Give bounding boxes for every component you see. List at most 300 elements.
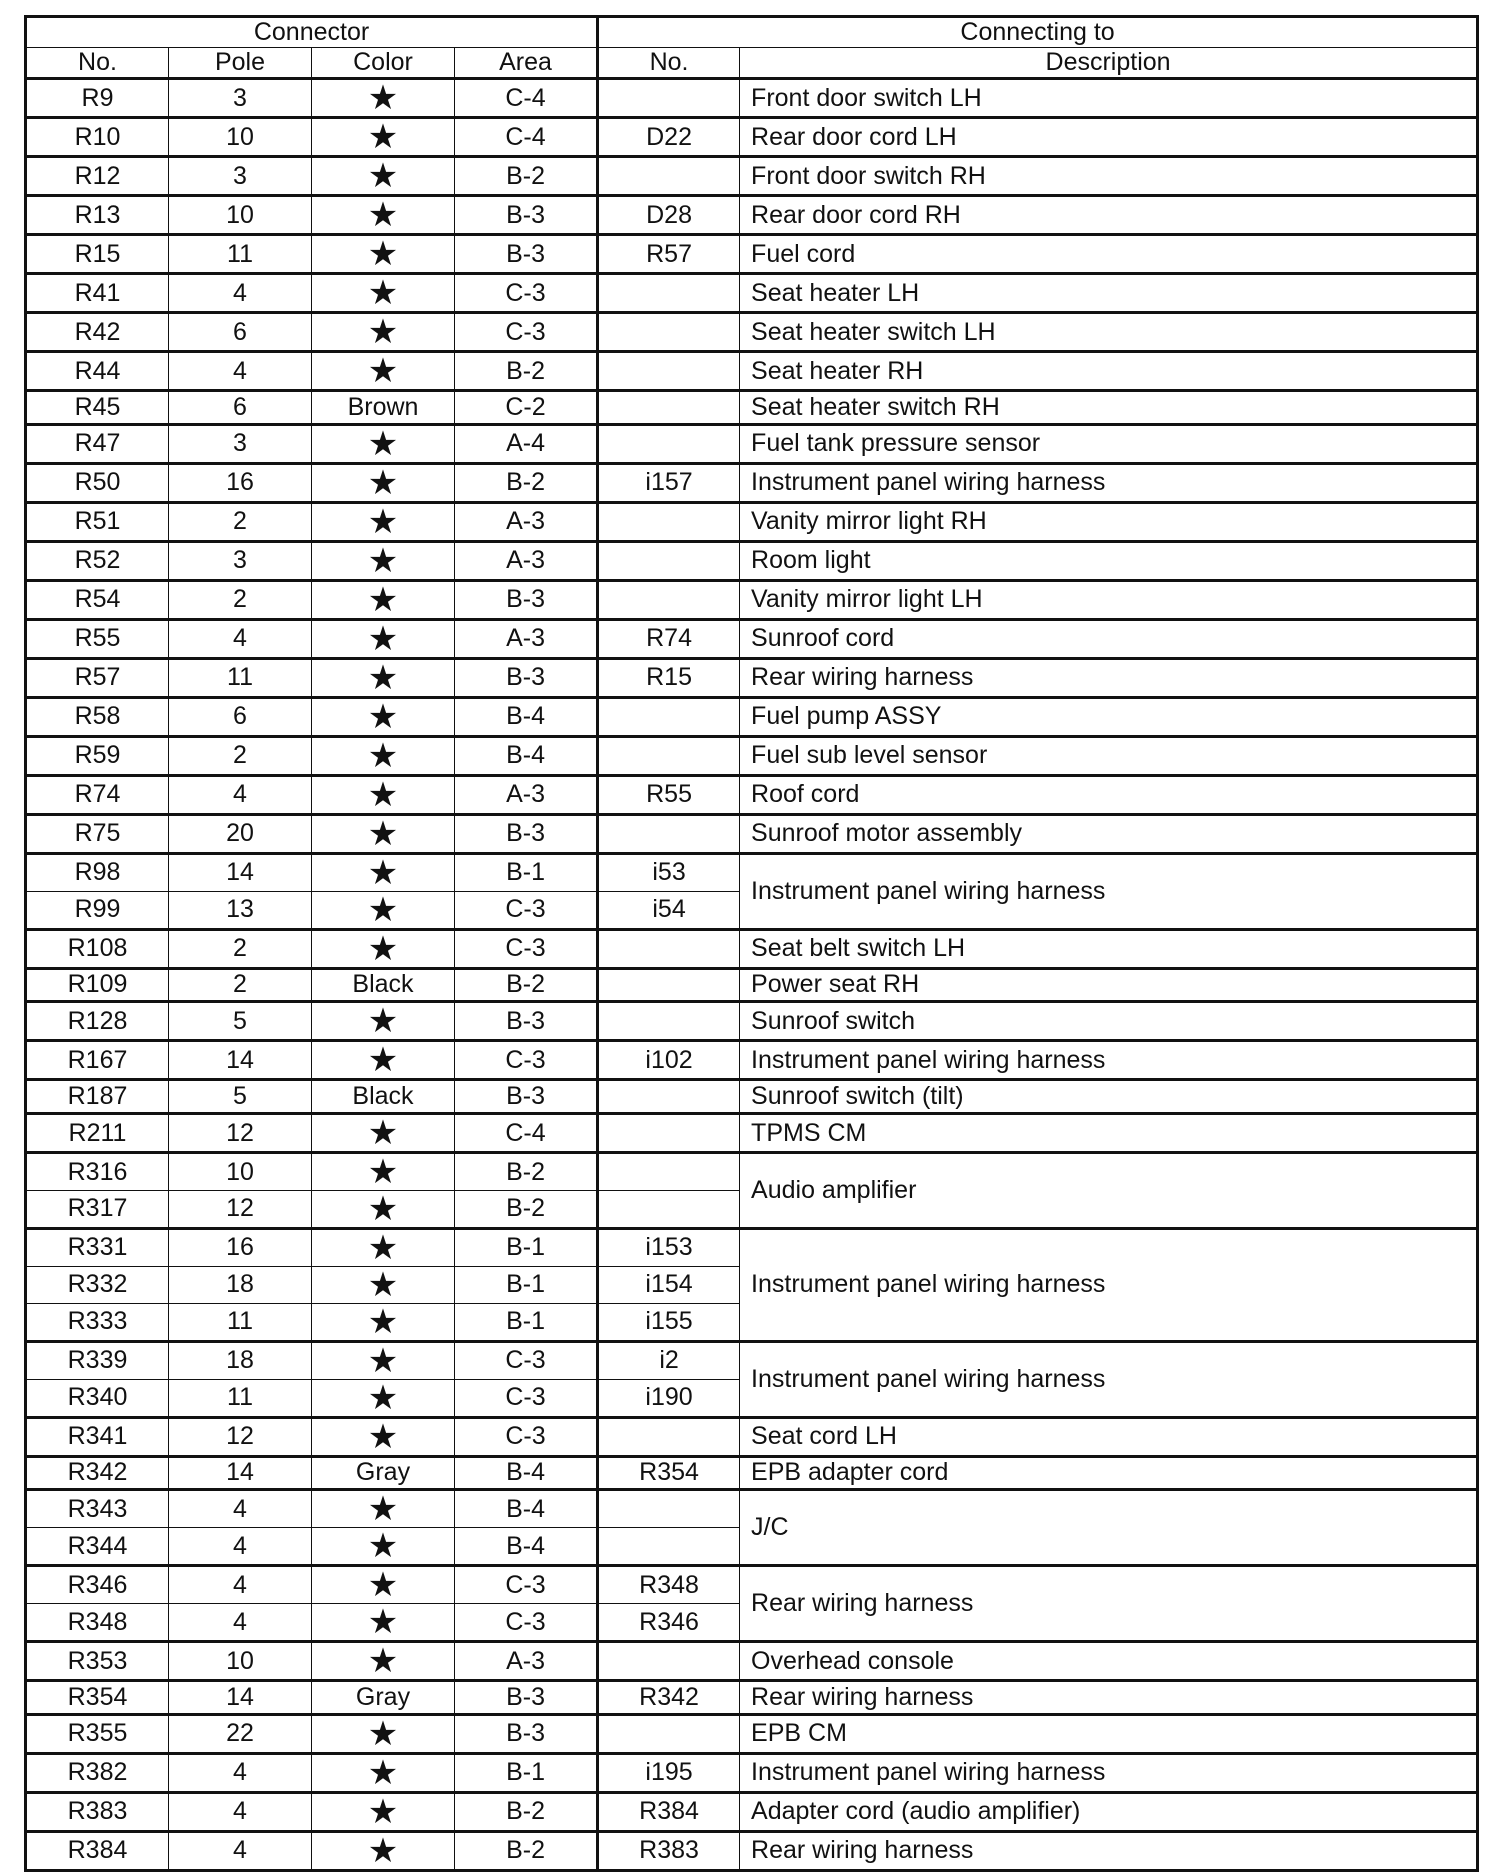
area-cell: A-3 bbox=[455, 619, 598, 658]
connector-table bbox=[24, 15, 1479, 1872]
description-cell: Vanity mirror light LH bbox=[740, 580, 1478, 619]
pole-cell: 12 bbox=[169, 1417, 312, 1456]
area-cell: C-2 bbox=[455, 391, 598, 425]
pole-cell: 10 bbox=[169, 1153, 312, 1191]
color-star-icon: ★ bbox=[312, 1792, 455, 1831]
connector-no-cell: R98 bbox=[26, 853, 169, 891]
pole-cell: 4 bbox=[169, 1566, 312, 1604]
description-cell: Vanity mirror light RH bbox=[740, 502, 1478, 541]
connector-no-cell: R75 bbox=[26, 814, 169, 853]
color-star-icon: ★ bbox=[312, 1341, 455, 1379]
pole-cell: 4 bbox=[169, 1792, 312, 1831]
pole-cell: 3 bbox=[169, 79, 312, 118]
connecting-no-cell bbox=[598, 1190, 740, 1228]
table-row bbox=[26, 424, 1478, 463]
connector-no-cell: R10 bbox=[26, 118, 169, 157]
table-row bbox=[26, 580, 1478, 619]
col-header-no: No. bbox=[26, 48, 169, 79]
area-cell: B-2 bbox=[455, 1153, 598, 1191]
connecting-no-cell bbox=[598, 79, 740, 118]
color-star-icon: ★ bbox=[312, 352, 455, 391]
connecting-no-cell: R348 bbox=[598, 1566, 740, 1604]
color-star-icon: ★ bbox=[312, 1153, 455, 1191]
connecting-no-cell bbox=[598, 814, 740, 853]
area-cell: C-3 bbox=[455, 891, 598, 929]
color-cell: Black bbox=[312, 1080, 455, 1114]
area-cell: A-3 bbox=[455, 502, 598, 541]
connector-no-cell: R339 bbox=[26, 1341, 169, 1379]
description-cell: Instrument panel wiring harness bbox=[740, 853, 1478, 929]
color-star-icon: ★ bbox=[312, 1490, 455, 1528]
color-star-icon: ★ bbox=[312, 1604, 455, 1642]
connector-no-cell: R353 bbox=[26, 1642, 169, 1681]
description-cell: Seat cord LH bbox=[740, 1417, 1478, 1456]
table-row bbox=[26, 274, 1478, 313]
description-cell: EPB adapter cord bbox=[740, 1456, 1478, 1490]
table-row bbox=[26, 1681, 1478, 1715]
connecting-no-cell: R354 bbox=[598, 1456, 740, 1490]
area-cell: C-4 bbox=[455, 118, 598, 157]
description-cell: Room light bbox=[740, 541, 1478, 580]
description-cell: Instrument panel wiring harness bbox=[740, 1341, 1478, 1417]
connector-no-cell: R12 bbox=[26, 157, 169, 196]
area-cell: C-3 bbox=[455, 1341, 598, 1379]
pole-cell: 10 bbox=[169, 118, 312, 157]
description-cell: Seat belt switch LH bbox=[740, 929, 1478, 968]
area-cell: B-2 bbox=[455, 352, 598, 391]
pole-cell: 4 bbox=[169, 775, 312, 814]
pole-cell: 14 bbox=[169, 1041, 312, 1080]
pole-cell: 14 bbox=[169, 853, 312, 891]
connecting-no-cell: i195 bbox=[598, 1753, 740, 1792]
table-row bbox=[26, 1002, 1478, 1041]
connecting-no-cell: R384 bbox=[598, 1792, 740, 1831]
pole-cell: 22 bbox=[169, 1714, 312, 1753]
area-cell: B-2 bbox=[455, 968, 598, 1002]
connector-no-cell: R383 bbox=[26, 1792, 169, 1831]
table-row bbox=[26, 463, 1478, 502]
table-row bbox=[26, 235, 1478, 274]
description-cell: Overhead console bbox=[740, 1642, 1478, 1681]
connector-no-cell: R99 bbox=[26, 891, 169, 929]
connecting-no-cell bbox=[598, 1528, 740, 1566]
pole-cell: 2 bbox=[169, 580, 312, 619]
pole-cell: 2 bbox=[169, 929, 312, 968]
description-cell: Front door switch LH bbox=[740, 79, 1478, 118]
color-star-icon: ★ bbox=[312, 736, 455, 775]
pole-cell: 14 bbox=[169, 1456, 312, 1490]
color-star-icon: ★ bbox=[312, 1566, 455, 1604]
pole-cell: 16 bbox=[169, 463, 312, 502]
color-star-icon: ★ bbox=[312, 463, 455, 502]
connecting-no-cell: i190 bbox=[598, 1379, 740, 1417]
color-star-icon: ★ bbox=[312, 1190, 455, 1228]
connecting-no-cell: i153 bbox=[598, 1228, 740, 1266]
connecting-no-cell: i2 bbox=[598, 1341, 740, 1379]
color-star-icon: ★ bbox=[312, 1379, 455, 1417]
connector-no-cell: R354 bbox=[26, 1681, 169, 1715]
table-row bbox=[26, 1080, 1478, 1114]
connecting-no-cell: D28 bbox=[598, 196, 740, 235]
area-cell: B-4 bbox=[455, 1490, 598, 1528]
col-header-pole: Pole bbox=[169, 48, 312, 79]
table-row bbox=[26, 1490, 1478, 1528]
area-cell: B-2 bbox=[455, 1792, 598, 1831]
connector-no-cell: R47 bbox=[26, 424, 169, 463]
connecting-no-cell: R57 bbox=[598, 235, 740, 274]
connecting-no-cell bbox=[598, 274, 740, 313]
description-cell: Sunroof motor assembly bbox=[740, 814, 1478, 853]
pole-cell: 4 bbox=[169, 1490, 312, 1528]
description-cell: Seat heater switch RH bbox=[740, 391, 1478, 425]
color-star-icon: ★ bbox=[312, 118, 455, 157]
area-cell: B-4 bbox=[455, 736, 598, 775]
connecting-no-cell bbox=[598, 736, 740, 775]
pole-cell: 3 bbox=[169, 424, 312, 463]
color-star-icon: ★ bbox=[312, 580, 455, 619]
connecting-no-cell: i54 bbox=[598, 891, 740, 929]
pole-cell: 3 bbox=[169, 541, 312, 580]
connecting-no-cell: R55 bbox=[598, 775, 740, 814]
description-cell: Adapter cord (audio amplifier) bbox=[740, 1792, 1478, 1831]
table-row bbox=[26, 1417, 1478, 1456]
pole-cell: 4 bbox=[169, 1528, 312, 1566]
table-row bbox=[26, 619, 1478, 658]
col-header-description: Description bbox=[740, 48, 1478, 79]
connector-no-cell: R54 bbox=[26, 580, 169, 619]
table-row bbox=[26, 541, 1478, 580]
connecting-no-cell: R383 bbox=[598, 1831, 740, 1870]
pole-cell: 5 bbox=[169, 1002, 312, 1041]
connector-no-cell: R13 bbox=[26, 196, 169, 235]
color-star-icon: ★ bbox=[312, 1041, 455, 1080]
color-star-icon: ★ bbox=[312, 1528, 455, 1566]
pole-cell: 2 bbox=[169, 736, 312, 775]
connector-no-cell: R57 bbox=[26, 658, 169, 697]
table-row bbox=[26, 118, 1478, 157]
connector-no-cell: R211 bbox=[26, 1114, 169, 1153]
pole-cell: 3 bbox=[169, 157, 312, 196]
connector-no-cell: R355 bbox=[26, 1714, 169, 1753]
table-row bbox=[26, 736, 1478, 775]
connecting-no-cell bbox=[598, 580, 740, 619]
area-cell: C-3 bbox=[455, 1566, 598, 1604]
area-cell: B-3 bbox=[455, 580, 598, 619]
connecting-no-cell bbox=[598, 929, 740, 968]
connector-no-cell: R346 bbox=[26, 1566, 169, 1604]
connector-no-cell: R41 bbox=[26, 274, 169, 313]
table-row bbox=[26, 1566, 1478, 1604]
pole-cell: 14 bbox=[169, 1681, 312, 1715]
color-star-icon: ★ bbox=[312, 1303, 455, 1341]
description-cell: Fuel cord bbox=[740, 235, 1478, 274]
connector-no-cell: R15 bbox=[26, 235, 169, 274]
connector-no-cell: R167 bbox=[26, 1041, 169, 1080]
connecting-no-cell: i102 bbox=[598, 1041, 740, 1080]
table-row bbox=[26, 1341, 1478, 1379]
table-row bbox=[26, 853, 1478, 891]
connector-no-cell: R52 bbox=[26, 541, 169, 580]
connecting-no-cell bbox=[598, 1002, 740, 1041]
pole-cell: 4 bbox=[169, 1831, 312, 1870]
description-cell: J/C bbox=[740, 1490, 1478, 1566]
connector-no-cell: R45 bbox=[26, 391, 169, 425]
connector-group-header: Connector bbox=[26, 17, 598, 48]
connecting-no-cell: R15 bbox=[598, 658, 740, 697]
color-cell: Black bbox=[312, 968, 455, 1002]
area-cell: B-1 bbox=[455, 1228, 598, 1266]
description-cell: Instrument panel wiring harness bbox=[740, 1753, 1478, 1792]
color-star-icon: ★ bbox=[312, 619, 455, 658]
area-cell: B-3 bbox=[455, 196, 598, 235]
pole-cell: 4 bbox=[169, 1604, 312, 1642]
area-cell: B-3 bbox=[455, 1002, 598, 1041]
connecting-no-cell: D22 bbox=[598, 118, 740, 157]
area-cell: A-3 bbox=[455, 541, 598, 580]
table-row bbox=[26, 814, 1478, 853]
description-cell: Seat heater switch LH bbox=[740, 313, 1478, 352]
pole-cell: 20 bbox=[169, 814, 312, 853]
pole-cell: 10 bbox=[169, 1642, 312, 1681]
pole-cell: 6 bbox=[169, 391, 312, 425]
pole-cell: 11 bbox=[169, 1379, 312, 1417]
description-cell: TPMS CM bbox=[740, 1114, 1478, 1153]
connecting-no-cell bbox=[598, 1417, 740, 1456]
description-cell: Rear door cord RH bbox=[740, 196, 1478, 235]
color-star-icon: ★ bbox=[312, 891, 455, 929]
pole-cell: 5 bbox=[169, 1080, 312, 1114]
connecting-no-cell bbox=[598, 1080, 740, 1114]
table-row bbox=[26, 658, 1478, 697]
connecting-no-cell bbox=[598, 502, 740, 541]
area-cell: B-4 bbox=[455, 1456, 598, 1490]
area-cell: B-1 bbox=[455, 853, 598, 891]
color-star-icon: ★ bbox=[312, 235, 455, 274]
description-cell: EPB CM bbox=[740, 1714, 1478, 1753]
pole-cell: 2 bbox=[169, 502, 312, 541]
connecting-no-cell bbox=[598, 1153, 740, 1191]
connector-no-cell: R382 bbox=[26, 1753, 169, 1792]
description-cell: Front door switch RH bbox=[740, 157, 1478, 196]
connecting-no-cell: i53 bbox=[598, 853, 740, 891]
connector-no-cell: R331 bbox=[26, 1228, 169, 1266]
pole-cell: 12 bbox=[169, 1114, 312, 1153]
description-cell: Audio amplifier bbox=[740, 1153, 1478, 1229]
color-star-icon: ★ bbox=[312, 929, 455, 968]
connector-no-cell: R58 bbox=[26, 697, 169, 736]
col-header-area: Area bbox=[455, 48, 598, 79]
connector-no-cell: R59 bbox=[26, 736, 169, 775]
pole-cell: 4 bbox=[169, 619, 312, 658]
table-row bbox=[26, 1114, 1478, 1153]
table-row bbox=[26, 1456, 1478, 1490]
description-cell: Rear wiring harness bbox=[740, 1831, 1478, 1870]
description-cell: Rear wiring harness bbox=[740, 658, 1478, 697]
area-cell: B-2 bbox=[455, 1831, 598, 1870]
area-cell: B-4 bbox=[455, 1528, 598, 1566]
color-star-icon: ★ bbox=[312, 1228, 455, 1266]
area-cell: C-3 bbox=[455, 313, 598, 352]
pole-cell: 4 bbox=[169, 274, 312, 313]
pole-cell: 4 bbox=[169, 1753, 312, 1792]
area-cell: B-2 bbox=[455, 1190, 598, 1228]
connector-no-cell: R333 bbox=[26, 1303, 169, 1341]
area-cell: C-3 bbox=[455, 929, 598, 968]
connector-no-cell: R342 bbox=[26, 1456, 169, 1490]
connecting-no-cell: i155 bbox=[598, 1303, 740, 1341]
area-cell: B-3 bbox=[455, 1080, 598, 1114]
pole-cell: 11 bbox=[169, 658, 312, 697]
color-star-icon: ★ bbox=[312, 1417, 455, 1456]
description-cell: Roof cord bbox=[740, 775, 1478, 814]
pole-cell: 11 bbox=[169, 1303, 312, 1341]
connecting-to-group-header: Connecting to bbox=[598, 17, 1478, 48]
color-star-icon: ★ bbox=[312, 814, 455, 853]
color-star-icon: ★ bbox=[312, 1753, 455, 1792]
connecting-no-cell bbox=[598, 1642, 740, 1681]
connecting-no-cell: i154 bbox=[598, 1266, 740, 1303]
area-cell: B-3 bbox=[455, 1681, 598, 1715]
table-row bbox=[26, 502, 1478, 541]
area-cell: C-4 bbox=[455, 79, 598, 118]
connecting-no-cell bbox=[598, 541, 740, 580]
area-cell: B-2 bbox=[455, 157, 598, 196]
area-cell: C-3 bbox=[455, 1379, 598, 1417]
area-cell: B-3 bbox=[455, 1714, 598, 1753]
connecting-no-cell bbox=[598, 157, 740, 196]
connecting-no-cell: i157 bbox=[598, 463, 740, 502]
description-cell: Fuel sub level sensor bbox=[740, 736, 1478, 775]
connecting-no-cell bbox=[598, 1490, 740, 1528]
table-row bbox=[26, 352, 1478, 391]
connector-no-cell: R42 bbox=[26, 313, 169, 352]
color-star-icon: ★ bbox=[312, 1002, 455, 1041]
color-star-icon: ★ bbox=[312, 157, 455, 196]
color-cell: Brown bbox=[312, 391, 455, 425]
column-header-row bbox=[26, 48, 1478, 79]
pole-cell: 18 bbox=[169, 1266, 312, 1303]
area-cell: A-3 bbox=[455, 1642, 598, 1681]
color-star-icon: ★ bbox=[312, 658, 455, 697]
area-cell: B-3 bbox=[455, 814, 598, 853]
pole-cell: 13 bbox=[169, 891, 312, 929]
connector-no-cell: R348 bbox=[26, 1604, 169, 1642]
pole-cell: 11 bbox=[169, 235, 312, 274]
table-row bbox=[26, 1228, 1478, 1266]
table-row bbox=[26, 697, 1478, 736]
color-star-icon: ★ bbox=[312, 853, 455, 891]
table-row bbox=[26, 1041, 1478, 1080]
connector-no-cell: R51 bbox=[26, 502, 169, 541]
description-cell: Seat heater RH bbox=[740, 352, 1478, 391]
area-cell: C-3 bbox=[455, 274, 598, 313]
connecting-no-cell bbox=[598, 424, 740, 463]
table-row bbox=[26, 1714, 1478, 1753]
connector-no-cell: R50 bbox=[26, 463, 169, 502]
area-cell: B-1 bbox=[455, 1303, 598, 1341]
connecting-no-cell bbox=[598, 968, 740, 1002]
color-cell: Gray bbox=[312, 1456, 455, 1490]
connecting-no-cell bbox=[598, 1114, 740, 1153]
connector-no-cell: R44 bbox=[26, 352, 169, 391]
area-cell: B-3 bbox=[455, 658, 598, 697]
area-cell: C-3 bbox=[455, 1604, 598, 1642]
color-star-icon: ★ bbox=[312, 1714, 455, 1753]
description-cell: Instrument panel wiring harness bbox=[740, 463, 1478, 502]
description-cell: Rear door cord LH bbox=[740, 118, 1478, 157]
table-row bbox=[26, 968, 1478, 1002]
area-cell: B-2 bbox=[455, 463, 598, 502]
connector-no-cell: R316 bbox=[26, 1153, 169, 1191]
connecting-no-cell: R74 bbox=[598, 619, 740, 658]
area-cell: C-4 bbox=[455, 1114, 598, 1153]
description-cell: Seat heater LH bbox=[740, 274, 1478, 313]
area-cell: B-1 bbox=[455, 1266, 598, 1303]
area-cell: A-4 bbox=[455, 424, 598, 463]
connecting-no-cell bbox=[598, 1714, 740, 1753]
area-cell: A-3 bbox=[455, 775, 598, 814]
table-row bbox=[26, 1153, 1478, 1191]
table-row bbox=[26, 196, 1478, 235]
pole-cell: 18 bbox=[169, 1341, 312, 1379]
color-star-icon: ★ bbox=[312, 313, 455, 352]
color-star-icon: ★ bbox=[312, 274, 455, 313]
connector-no-cell: R317 bbox=[26, 1190, 169, 1228]
connector-no-cell: R55 bbox=[26, 619, 169, 658]
table-row bbox=[26, 313, 1478, 352]
pole-cell: 16 bbox=[169, 1228, 312, 1266]
table-body bbox=[26, 79, 1478, 1871]
pole-cell: 2 bbox=[169, 968, 312, 1002]
connector-no-cell: R187 bbox=[26, 1080, 169, 1114]
group-header-row bbox=[26, 17, 1478, 48]
area-cell: B-4 bbox=[455, 697, 598, 736]
connecting-no-cell bbox=[598, 697, 740, 736]
color-star-icon: ★ bbox=[312, 1831, 455, 1870]
description-cell: Sunroof switch (tilt) bbox=[740, 1080, 1478, 1114]
color-star-icon: ★ bbox=[312, 541, 455, 580]
col-header-color: Color bbox=[312, 48, 455, 79]
pole-cell: 4 bbox=[169, 352, 312, 391]
connector-no-cell: R384 bbox=[26, 1831, 169, 1870]
col-header-connecting-no: No. bbox=[598, 48, 740, 79]
description-cell: Fuel pump ASSY bbox=[740, 697, 1478, 736]
pole-cell: 6 bbox=[169, 313, 312, 352]
color-cell: Gray bbox=[312, 1681, 455, 1715]
pole-cell: 6 bbox=[169, 697, 312, 736]
connector-no-cell: R108 bbox=[26, 929, 169, 968]
connector-no-cell: R128 bbox=[26, 1002, 169, 1041]
color-star-icon: ★ bbox=[312, 196, 455, 235]
connecting-no-cell bbox=[598, 352, 740, 391]
color-star-icon: ★ bbox=[312, 775, 455, 814]
connector-no-cell: R344 bbox=[26, 1528, 169, 1566]
description-cell: Rear wiring harness bbox=[740, 1681, 1478, 1715]
color-star-icon: ★ bbox=[312, 1114, 455, 1153]
table-row bbox=[26, 1792, 1478, 1831]
color-star-icon: ★ bbox=[312, 79, 455, 118]
description-cell: Instrument panel wiring harness bbox=[740, 1041, 1478, 1080]
description-cell: Power seat RH bbox=[740, 968, 1478, 1002]
connector-no-cell: R9 bbox=[26, 79, 169, 118]
table-row bbox=[26, 929, 1478, 968]
connector-no-cell: R332 bbox=[26, 1266, 169, 1303]
table-row bbox=[26, 1753, 1478, 1792]
connector-no-cell: R109 bbox=[26, 968, 169, 1002]
description-cell: Fuel tank pressure sensor bbox=[740, 424, 1478, 463]
connecting-no-cell: R342 bbox=[598, 1681, 740, 1715]
color-star-icon: ★ bbox=[312, 1266, 455, 1303]
